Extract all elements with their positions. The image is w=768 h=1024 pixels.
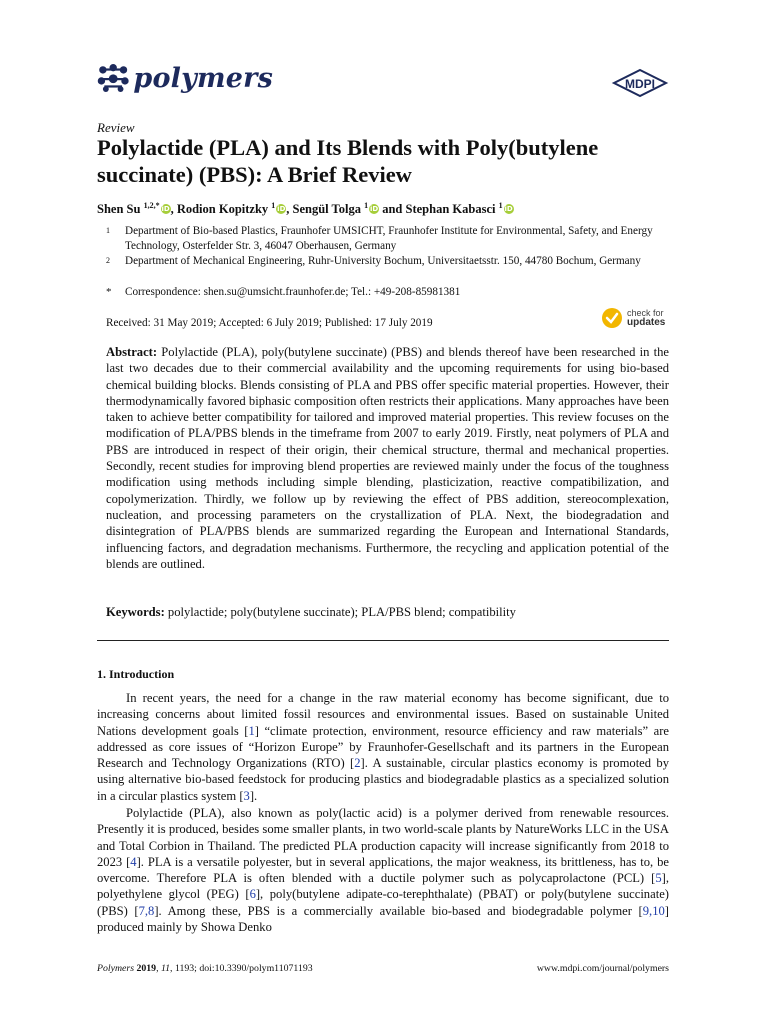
journal-name: polymers	[133, 62, 273, 94]
mdpi-logo-icon	[611, 68, 669, 98]
publisher-name: MDPI	[625, 77, 655, 91]
paragraph-text: ] “climate protection, environment, resource efficiency and raw materials” are addressed as core issues of “Horizon Europe” by Fraunhofer-Gesellschaft and its partners in the European Research and Technology Organizations (RTO) [	[97, 723, 669, 771]
paragraph-text: ].	[249, 788, 258, 803]
orcid-icon[interactable]: iD	[277, 205, 286, 214]
citation-link[interactable]: 1	[248, 723, 255, 738]
article-type: Review	[97, 120, 135, 135]
keywords-text: polylactide; poly(butylene succinate); PLA/PBS blend; compatibility	[167, 605, 516, 619]
intro-paragraph-2	[97, 805, 669, 935]
author-name: Stephan Kabasci	[405, 202, 496, 217]
check-updates-icon	[601, 307, 623, 329]
keywords	[106, 604, 669, 620]
abstract-label: Abstract:	[106, 345, 158, 359]
paragraph-text: In recent years, the need for a change in the raw material economy has become significant, due to increasing concerns about limited fossil resources and environmental issues. Based on sustainable United Nations development goals [	[97, 691, 669, 738]
abstract	[106, 344, 669, 572]
citation-link[interactable]: 4	[130, 854, 137, 869]
paragraph-text: ] produced mainly by Showa Denko	[97, 903, 669, 935]
footer-volume: 11	[160, 963, 171, 974]
citation-link[interactable]: 6	[249, 887, 256, 902]
author-name: Rodion Kopitzky	[176, 202, 269, 217]
author-name: Shen Su	[97, 202, 141, 217]
paragraph-text: ]. PLA is a versatile polyester, but in several applications, the major weakness, its brittleness, has to, be overcome. Therefore PLA is often blended with a ductile polymer such as polycaprolactone (PCL) [	[97, 854, 669, 886]
citation-link[interactable]: 9,10	[642, 903, 665, 918]
footer-year: 2019	[136, 963, 157, 974]
intro-paragraph-1	[97, 690, 669, 804]
author-affil-sup: 1	[271, 201, 276, 210]
footer-journal: Polymers	[97, 963, 135, 974]
paragraph-text: ], poly(butylene adipate-co-terephthalate) (PBAT) or poly(butylene succinate) (PBS) [	[97, 887, 669, 918]
author-affil-sup: 1	[498, 201, 503, 210]
check-for-updates-badge[interactable]	[601, 305, 677, 331]
paragraph-text: ]. Among these, PBS is a commercially available bio-based and biodegradable polymer [	[154, 903, 643, 918]
orcid-icon[interactable]: iD	[370, 205, 379, 214]
affiliation-1: 1 Department of Bio-based Plastics, Fraunhofer UMSICHT, Fraunhofer Institute for Environmental, Safety, and Energy Technology, Osterfelder Str. 3, 46047 Oberhausen, Germany	[106, 225, 653, 252]
publication-dates: Received: 31 May 2019; Accepted: 6 July 2019; Published: 17 July 2019	[106, 317, 433, 329]
keywords-label: Keywords:	[106, 605, 165, 619]
paragraph-text: Polylactide (PLA), also known as poly(lactic acid) is a polymer derived from renewable resources. Presently it is produced, besides some smaller plants, in two world-scale plants by NatureWorks LLC in the USA and Total Corbion in Thailand. The predicted PLA production capacity will increase significantly from 2018 to 2023 [	[97, 806, 669, 869]
citation-link[interactable]: 3	[243, 788, 250, 803]
check-updates-line1: check for	[627, 308, 664, 318]
paragraph-text: ], polyethylene glycol (PEG) [	[97, 871, 669, 902]
check-updates-line2: updates	[627, 317, 666, 328]
footer-doi[interactable]: , 1193; doi:10.3390/polym11071193	[170, 963, 313, 974]
correspondence: * Correspondence: shen.su@umsicht.fraunhofer.de; Tel.: +49-208-85981381	[106, 286, 461, 298]
journal-url[interactable]: www.mdpi.com/journal/polymers	[536, 963, 669, 974]
author-affil-sup: 1	[364, 201, 369, 210]
author-affil-sup: 1,2,*	[143, 201, 160, 210]
citation-link[interactable]: 5	[655, 871, 662, 886]
polymers-molecule-icon	[97, 58, 129, 98]
citation-link[interactable]: 2	[354, 756, 361, 771]
orcid-icon[interactable]: iD	[161, 205, 170, 214]
paragraph-text: ]. A sustainable, circular plastics economy is promoted by using alternative bio-based feedstock for producing plastics and biodegradable plastics as a specialized solution in a circular plastics system [	[97, 756, 669, 803]
section-heading: 1. Introduction	[97, 667, 175, 681]
citation-footer: Polymers 2019, 11, 1193; doi:10.3390/polym11071193	[97, 963, 313, 974]
author-list: Shen Su $^{1,2,*}$ iD, Rodion Kopitzky $^1$ iD, Sengül Tolga $^1$ iD and Stephan Kabasci $^1$ iD	[97, 201, 513, 217]
abstract-text: Polylactide (PLA), poly(butylene succinate) (PBS) and blends thereof have been researched in the last two decades due to their commercial availability and the upcoming requirements for using bio-based chemical building blocks. Blends consisting of PLA and PBS offer specific material properties. However, their thermodynamically favored biphasic composition often restricts their applications. Many approaches have been taken to achieve better compatibility for tailored and improved material properties. This review focuses on the modification of PLA/PBS blends in the timeframe from 2007 to early 2019. Firstly, neat polymers of PLA and PBS are introduced in respect of their origin, their chemical structure, thermal and mechanical properties. Secondly, recent studies for improving blend properties are reviewed mainly under the focus of the toughness modification using methods including simple blending, plasticization, reactive compatibilization, and copolymerization. Thirdly, we follow up by reviewing the effect of PBS addition, stereocomplexation, nucleation, and processing parameters on the crystallization of PLA. Next, the biodegradation and disintegration of PLA/PBS blends are summarized regarding the European and International Standards, influencing factors, and degradation mechanisms. Furthermore, the recycling and application potential of the blends are outlined.	[106, 345, 670, 571]
article-title: Polylactide (PLA) and Its Blends with Poly(butylene succinate) (PBS): A Brief Review	[97, 135, 599, 187]
mdpi-logo[interactable]	[611, 68, 669, 98]
affiliation-2: 2 Department of Mechanical Engineering, Ruhr-University Bochum, Universitaetsstr. 150, 44780 Bochum, Germany	[106, 255, 641, 267]
author-name: Sengül Tolga	[292, 202, 361, 217]
citation-link[interactable]: 7,8	[138, 903, 155, 918]
orcid-icon[interactable]: iD	[504, 205, 513, 214]
journal-logo[interactable]	[97, 57, 273, 99]
section-divider	[97, 640, 669, 641]
